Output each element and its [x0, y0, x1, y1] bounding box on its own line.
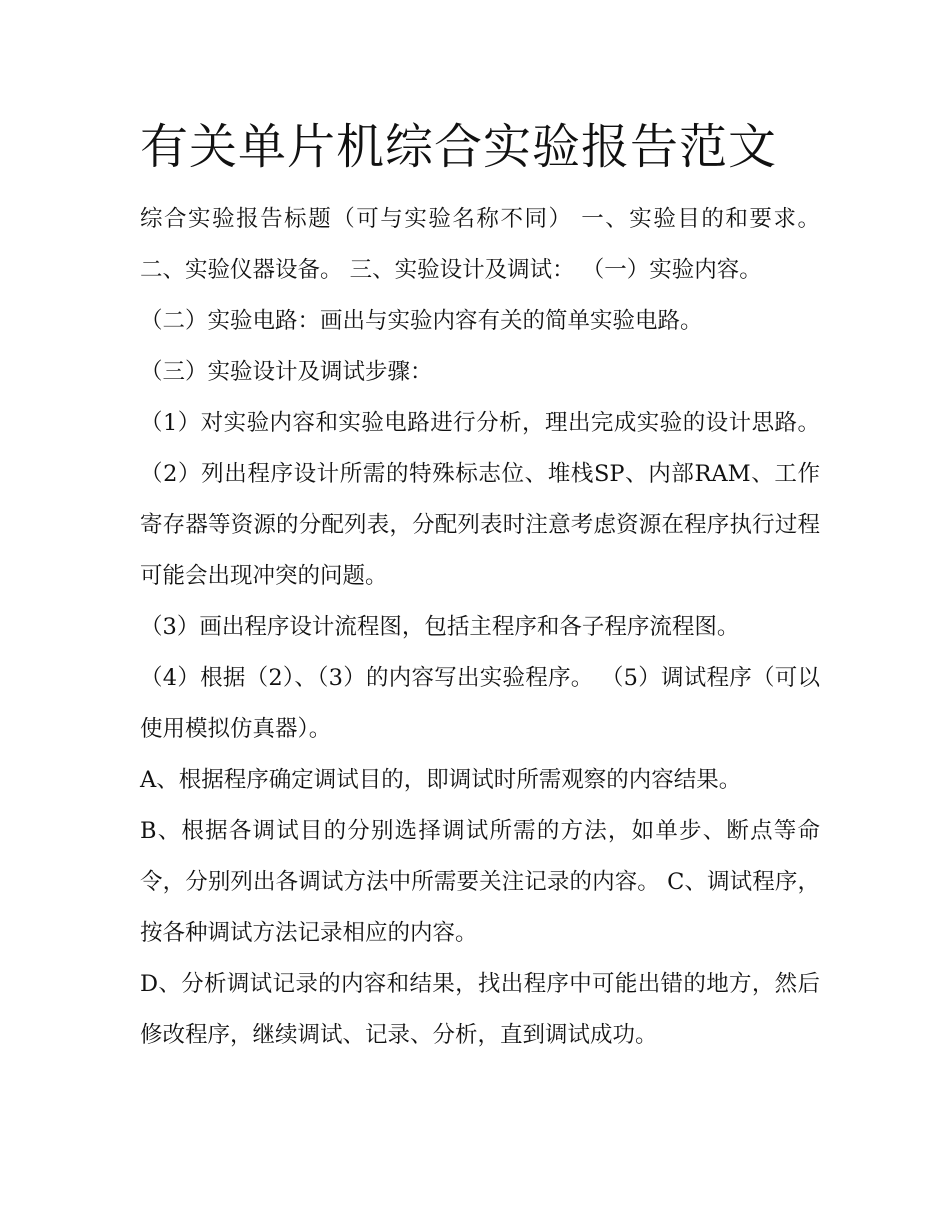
paragraph-item-d: D、分析调试记录的内容和结果，找出程序中可能出错的地方，然后修改程序，继续调试、记录、分析，直到调试成功。 [140, 971, 820, 1048]
paragraph-circuit: （二）实验电路：画出与实验内容有关的简单实验电路。 [140, 308, 703, 334]
document-body [140, 194, 828, 1061]
paragraph-step-1-2: （1）对实验内容和实验电路进行分析，理出完成实验的设计思路。（2）列出程序设计所需的特殊标志位、堆栈SP、内部RAM、工作寄存器等资源的分配列表，分配列表时注意考虑资源在程序执行过程可能会出现冲突的问题。 [140, 410, 820, 589]
paragraph-intro: 综合实验报告标题（可与实验名称不同） 一、实验目的和要求。 二、实验仪器设备。 三、实验设计及调试： （一）实验内容。 [140, 206, 828, 283]
paragraph-step-4-5: （4）根据（2）、（3）的内容写出实验程序。 （5）调试程序（可以使用模拟仿真器）。 [140, 665, 820, 742]
paragraph-step-3: （3）画出程序设计流程图，包括主程序和各子程序流程图。 [140, 614, 740, 640]
paragraph-item-b-c: B、根据各调试目的分别选择调试所需的方法，如单步、断点等命令，分别列出各调试方法中所需要关注记录的内容。 C、调试程序，按各种调试方法记录相应的内容。 [140, 818, 820, 946]
document-title: 有关单片机综合实验报告范文 [140, 119, 778, 175]
paragraph-item-a: A、根据程序确定调试目的，即调试时所需观察的内容结果。 [140, 767, 742, 793]
paragraph-steps-heading: （三）实验设计及调试步骤： [140, 359, 433, 385]
